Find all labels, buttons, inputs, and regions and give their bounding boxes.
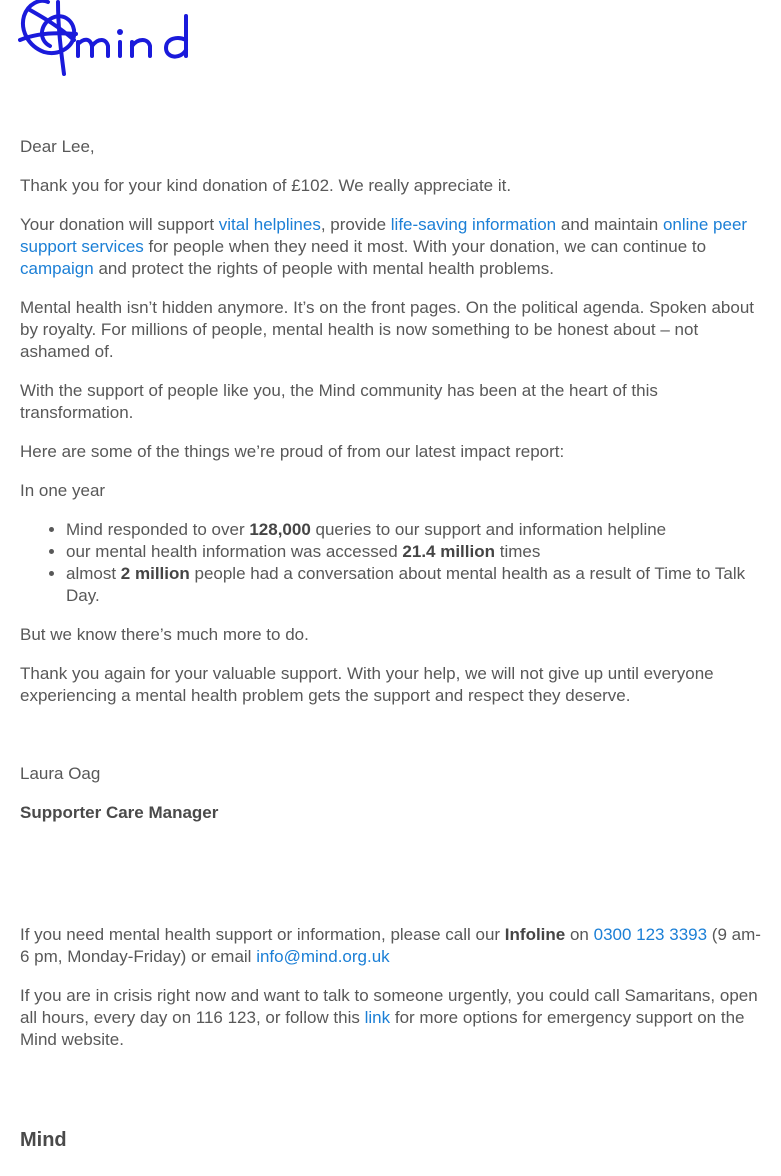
support-text: and maintain — [556, 215, 663, 234]
support-text: , provide — [320, 215, 391, 234]
infoline-label: Infoline — [504, 925, 566, 944]
signature-name: Laura Oag — [20, 764, 101, 783]
list-item: • our mental health information was accessed 21.4 million times — [66, 541, 765, 563]
infoline-paragraph: If you need mental health support or information, please call our Infoline on 0300 123 3393 (9 am-6 pm, Monday-Friday) or email info@mind.org.uk — [20, 925, 761, 966]
mind-logo-icon — [18, 0, 218, 80]
crisis-paragraph: If you are in crisis right now and want to talk to someone urgently, you could call Samaritans, open all hours, every day on 116 123, or follow this link for more options for emergency support on the Mind website. — [20, 986, 758, 1049]
thanks-paragraph: Thank you for your kind donation of £102. We really appreciate it. — [20, 176, 512, 195]
thanks-again-paragraph: Thank you again for your valuable support. With your help, we will not give up until everyone experiencing a mental health problem gets the support and respect they deserve. — [20, 664, 714, 705]
greeting: Dear Lee, — [20, 137, 95, 156]
email-body — [20, 136, 765, 1151]
list-item: • almost 2 million people had a conversation about mental health as a result of Time to Talk Day. — [66, 563, 765, 607]
campaign-link[interactable]: campaign — [20, 259, 94, 278]
community-paragraph: With the support of people like you, the Mind community has been at the heart of this transformation. — [20, 381, 658, 422]
signature-title: Supporter Care Manager — [20, 803, 219, 822]
vital-helplines-link[interactable]: vital helplines — [218, 215, 321, 234]
more-to-do-paragraph: But we know there’s much more to do. — [20, 625, 309, 644]
impact-list — [20, 519, 765, 607]
mind-logo[interactable] — [18, 0, 218, 80]
support-paragraph — [20, 214, 765, 280]
brand-footer: Mind — [20, 1129, 67, 1151]
list-item: • Mind responded to over 128,000 queries to our support and information helpline — [66, 519, 765, 541]
email-link[interactable]: info@mind.org.uk — [256, 947, 390, 966]
support-text: and protect the rights of people with mental health problems. — [93, 259, 554, 278]
impact-paragraph: Here are some of the things we’re proud of from our latest impact report: — [20, 442, 565, 461]
hidden-paragraph: Mental health isn’t hidden anymore. It’s on the front pages. On the political agenda. Spoken about by royalty. For millions of people, mental health is now something to be honest about – not ashamed of. — [20, 298, 755, 361]
emergency-support-link[interactable]: link — [364, 1008, 391, 1027]
life-saving-information-link[interactable]: life-saving information — [390, 215, 557, 234]
online-peer-support-link[interactable]: online peer support services — [20, 215, 748, 256]
support-text: for people when they need it most. With your donation, we can continue to — [143, 237, 707, 256]
in-one-year-label: In one year — [20, 481, 106, 500]
infoline-phone-link[interactable]: 0300 123 3393 — [593, 925, 708, 944]
support-text: Your donation will support — [20, 215, 219, 234]
